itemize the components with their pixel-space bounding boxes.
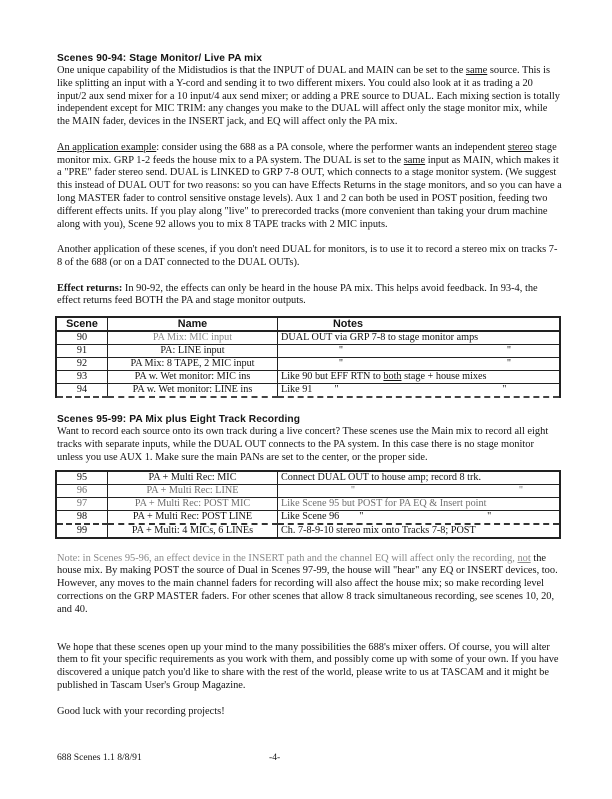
ditto-mark: " bbox=[334, 384, 339, 396]
table-row bbox=[56, 471, 560, 485]
name-cell: PA + Multi Rec: MIC bbox=[108, 471, 278, 485]
name-cell: PA Mix: 8 TAPE, 2 MIC input bbox=[108, 358, 278, 371]
paragraph-intro bbox=[57, 65, 562, 129]
text-run: input as MAIN, which makes it a "PRE" fader stereo send. DUAL is LINKED to GRP 7-8 OUT, which connects to a stage monitor system. (We suggest this instead of DUAL OUT for two reasons: so you can have Effects Returns in the stage monitors, and so you can have a long MASTER fader to control sensitive onstage levels). Aux 1 and 2 can both be used in POST position, feeding two different effects units. If you play along "live" to prerecorded tracks (more convenient than taking your drum machine along with you), Scene 92 allows you to mix 8 TAPE tracks with 2 MIC inputs. bbox=[57, 154, 562, 230]
table-row bbox=[56, 371, 560, 384]
name-cell: PA + Multi Rec: POST MIC bbox=[108, 497, 278, 510]
ditto-mark: " bbox=[506, 358, 511, 370]
ditto-mark: " bbox=[506, 345, 511, 357]
ditto-mark: " bbox=[518, 484, 523, 496]
paragraph-multitrack-intro: Want to record each source onto its own track during a live concert? These scenes use the Main mix to record all eight tracks with separate inputs, while the DUAL OUT connects to the PA system. In this case there is no stage monitor unless you use AUX 1. Make sure the main PANs are set to the center, or the proper side. bbox=[57, 426, 549, 463]
table-row bbox=[56, 510, 560, 524]
table-row bbox=[56, 524, 560, 538]
footer-page-number: -4- bbox=[269, 752, 281, 763]
scenes-90-94-table bbox=[55, 316, 561, 398]
scene-cell: 90 bbox=[56, 331, 108, 345]
underlined-word: same bbox=[465, 65, 488, 76]
table-row bbox=[56, 358, 560, 371]
notes-cell bbox=[278, 371, 561, 384]
ditto-mark: " bbox=[487, 510, 492, 522]
ditto-mark: " bbox=[502, 384, 507, 396]
paragraph-effect-returns bbox=[57, 283, 562, 309]
text-run: One unique capability of the Midistudios is that the INPUT of DUAL and MAIN can be set to the bbox=[57, 65, 466, 76]
name-cell: PA w. Wet monitor: LINE ins bbox=[108, 384, 278, 398]
scene-cell: 98 bbox=[56, 510, 108, 524]
scenes-95-99-table bbox=[55, 470, 561, 539]
bold-label: Effect returns: bbox=[57, 282, 123, 294]
header-notes: Notes bbox=[278, 317, 561, 331]
scene-cell: 92 bbox=[56, 358, 108, 371]
scene-cell: 97 bbox=[56, 497, 108, 510]
name-cell: PA w. Wet monitor: MIC ins bbox=[108, 371, 278, 384]
table-header-row bbox=[56, 317, 560, 331]
name-cell: PA + Multi: 4 MICs, 6 LINEs bbox=[108, 524, 278, 538]
notes-cell: Connect DUAL OUT to house amp; record 8 trk. bbox=[278, 471, 561, 485]
footer-doc-id: 688 Scenes 1.1 8/8/91 bbox=[57, 752, 142, 763]
scene-cell: 94 bbox=[56, 384, 108, 398]
text-run: Like 91 bbox=[281, 384, 313, 396]
paragraph-closing: We hope that these scenes open up your mind to the many possibilities the 688's mixer offers. Of course, you will alter them to fit your specific requirements as you work with them, and possibly come up with some of your own. If you have discovered a unique patch you'd like to share with the rest of the world, please write to us at TASCAM and it might be published in Tascam User's Group Magazine. bbox=[57, 641, 559, 691]
paragraph-good-luck: Good luck with your recording projects! bbox=[57, 705, 225, 717]
text-run: the house mix. By making POST the source of Dual in Scenes 97-99, the house will "hear" any EQ or INSERT devices, too. However, any moves to the main channel faders for recording will also affect the house mix; so make recording level corrections on the GRP MASTER faders. For other scenes that allow 8 track simultaneous recording, see scenes 10, 20, and 40. bbox=[57, 552, 558, 615]
notes-cell: DUAL OUT via GRP 7-8 to stage monitor amps bbox=[278, 331, 561, 345]
table-row bbox=[56, 484, 560, 497]
text-run: stage monitor mix. GRP 1-2 feeds the house mix to a PA system. The DUAL is set to the bbox=[57, 141, 557, 166]
document-page bbox=[57, 53, 562, 718]
text-run: In 90-92, the effects can only be heard in the house PA mix. This helps avoid feedback. In 93-4, the effect returns feed BOTH the PA and stage monitor outputs. bbox=[57, 282, 538, 307]
underlined-word: stereo bbox=[507, 141, 533, 153]
name-cell: PA + Multi Rec: LINE bbox=[108, 484, 278, 497]
underlined-word: not bbox=[517, 552, 531, 564]
table-row bbox=[56, 384, 560, 398]
underlined-label: An application example bbox=[57, 141, 157, 153]
text-run: stage + house mixes bbox=[401, 371, 487, 383]
notes-cell bbox=[278, 345, 561, 358]
scene-cell: 95 bbox=[56, 471, 108, 485]
notes-cell: Ch. 7-8-9-10 stereo mix onto Tracks 7-8; POST bbox=[278, 524, 561, 538]
text-run: Like Scene 96 bbox=[281, 510, 340, 522]
underlined-word: same bbox=[403, 154, 426, 166]
ditto-mark: " bbox=[359, 510, 364, 522]
paragraph-application-example bbox=[57, 142, 562, 232]
header-scene: Scene bbox=[56, 317, 108, 331]
table-row bbox=[56, 497, 560, 510]
scene-cell: 96 bbox=[56, 484, 108, 497]
scene-cell: 91 bbox=[56, 345, 108, 358]
name-cell: PA + Multi Rec: POST LINE bbox=[108, 510, 278, 524]
table-row bbox=[56, 345, 560, 358]
notes-cell: Like Scene 95 but POST for PA EQ & Insert point bbox=[278, 497, 561, 510]
text-run: Like 90 but EFF RTN to bbox=[281, 371, 384, 383]
underlined-word: both bbox=[383, 371, 402, 383]
notes-cell bbox=[278, 358, 561, 371]
scene-cell: 99 bbox=[56, 524, 108, 538]
scene-cell: 93 bbox=[56, 371, 108, 384]
ditto-mark: " bbox=[338, 358, 344, 370]
notes-cell bbox=[278, 484, 561, 497]
name-text: PA Mix: MIC input bbox=[152, 332, 233, 344]
text-run: source. This is like splitting an input with a Y-cord and sending it to two different mixers. You could also look at it as trading a 20 input/2 aux send mixer for a 10 input/4 aux send mixer; or adding a PRE source to DUAL. Each mixing section is totally independent except for MIC TRIM: any changes you make to the DUAL will affect only the stage monitor mix, while the MAIN fader, devices in the INSERT jack, and EQ will affect only the PA mix. bbox=[57, 65, 560, 128]
notes-cell bbox=[278, 384, 561, 398]
section-heading-scenes-90-94: Scenes 90-94: Stage Monitor/ Live PA mix bbox=[57, 53, 262, 64]
ditto-mark: " bbox=[350, 484, 356, 496]
paragraph-note bbox=[57, 553, 562, 617]
text-run: : consider using the 688 as a PA console, where the performer wants an independent bbox=[156, 141, 508, 153]
section-heading-scenes-95-99: Scenes 95-99: PA Mix plus Eight Track Recording bbox=[57, 414, 301, 426]
text-run: Note: in Scenes 95-96, an effect device in the INSERT path and the channel EQ will affect only the recording, bbox=[57, 552, 518, 564]
name-cell bbox=[108, 331, 278, 345]
ditto-mark: " bbox=[338, 345, 344, 357]
paragraph-another-application: Another application of these scenes, if you don't need DUAL for monitors, is to use it to record a stereo mix on tracks 7-8 of the 688 (or on a DAT connected to the DUAL OUTs). bbox=[57, 244, 558, 268]
name-cell: PA: LINE input bbox=[108, 345, 278, 358]
table-row bbox=[56, 331, 560, 345]
notes-cell bbox=[278, 510, 561, 524]
header-name: Name bbox=[108, 317, 278, 331]
